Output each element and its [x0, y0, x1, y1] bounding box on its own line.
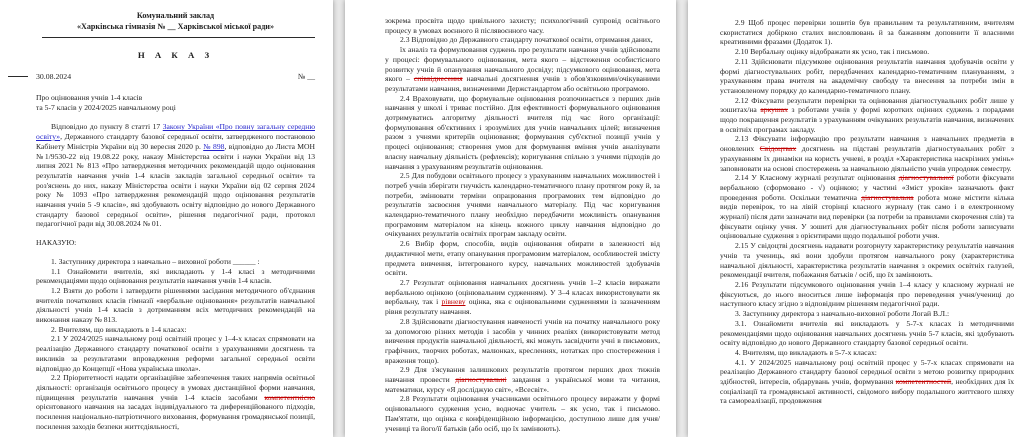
paragraph [36, 238, 315, 248]
text-run: зокрема просвіта щодо цивільного захисту; психологічний супровід освітнього процесу в умовах воєнного й післявоєнного часу. [385, 16, 660, 35]
document-page-3 [688, 0, 1024, 437]
revision-deleted-text: діагностувальні [455, 375, 507, 385]
paragraph [720, 18, 1014, 47]
letterhead-short-rule [8, 76, 28, 77]
document-page-2 [345, 0, 676, 437]
paragraph [385, 16, 660, 35]
page-1-body [36, 122, 315, 431]
text-run: 2.2 Пріоритетності надати організаційне забезпечення таких напрямів освітньої діяльності: організація освітнього процесу в умовах дистанційної форми навчання, підвищення результатів навчання учнів 1-4 класів засобами [36, 373, 315, 402]
text-run: 2.3 Відповідно до Державного стандарту початкової освіти, отримання даних, [400, 35, 653, 45]
text-run: 2.12 Фіксувати результати перевірки та оцінювання діагностувальних робіт лише у зошитах/на [720, 95, 1014, 115]
paragraph [36, 122, 315, 229]
order-subject-line1: Про оцінювання учнів 1-4 класів [36, 92, 143, 102]
paragraph [385, 278, 660, 317]
paragraph [385, 171, 660, 239]
text-run: 1.2 Взяти до роботи і затвердити рішеннями засідання методичного об'єднання вчителів початкових класів гімназії «вербальне оцінювання» результатів навчальної діяльності учнів 1-4 класів з дотриманням всіх методичних рекомендацій на виконання наказу № 813. [36, 285, 315, 325]
text-run: роботи фіксувати вербальною (сформовано - √) оцінкою; у частині «Зміст уроків» зазначають факт проведення роботи. Оскільки тематична [720, 173, 1014, 202]
revision-deleted-text: діагностувальної [898, 173, 954, 183]
paragraph [720, 319, 1014, 348]
paragraph [385, 394, 660, 433]
page-3-body [720, 18, 1014, 406]
paragraph [36, 373, 315, 431]
text-run: 3.1. Ознайомити вчителів які викладають у 5-7-х класах із методичними рекомендаціями щодо оцінювання навчальних досягнень учнів 5-7 класів, які здобувають освіту відповідно до нового Державного стандарту базової середньої освіти. [720, 318, 1014, 348]
text-run: НАКАЗУЮ: [36, 238, 77, 248]
paragraph [720, 47, 1014, 57]
text-run: навчальні досягнення учнів з обов'язковими/очікуваними результатами навчання, визначеними Держстандартом або освітньою програмою. [385, 74, 660, 93]
text-run: 2.11 Здійснювати підсумкове оцінювання результатів навчання здобувачів освіти у формі діагностувальних робіт, передбачених календарно-тематичним плануванням, з урахуванням права вчителя на академічну свободу та внесення за потреби змін в установленому порядку до календарно-тематичного плану. [720, 56, 1014, 95]
text-run: 2.9 Для з'ясування залишкових результатів протягом перших двох тижнів навчання провести [385, 365, 660, 385]
text-run: 2.8 Здійснювати діагностування навченості учнів на початку навчального року за допомогою різних методів і засобів у чинних реаліях (використовувати метод вивчення продуктів навчальної діяльності, які можуть засвідчити учні в письмових, графічних, творчих роботах, малюнках, кресленнях, нотатках про спостереження і враження тощо). [385, 316, 660, 365]
hyperlink[interactable]: Закону України «Про повну загальну середню освіту» [36, 122, 315, 142]
text-run: робота може містити кілька видів перевірок, то на лівій сторінці класного журналу (так само і в електронному журналі) після дати зазначати вид перевірки (за потреби за правилами скорочення слів) та фіксувати оцінку учня. У зошиті для діагностувальних робіт після роботи записувати оцінювальне судження з орієнтирами щодо подальшої роботи учня. [720, 192, 1014, 241]
order-number: № __ [297, 71, 315, 81]
paragraph [720, 358, 1014, 407]
text-run: 1. Заступнику директора з навчально – виховної роботи ______ : [51, 256, 260, 266]
text-run: 2.4 Враховувати, що формувальне оцінювання розпочинається з перших днів навчання у школі і триває постійно. Для ефективності формувального оцінювання дотримуватись алгоритму діяльності вчителя під час його організації: формулювання об'єктивних і зрозумілих для учнів навчальних цілей; визначення разом з учнями критеріїв оцінювання; формування суб'єктної позиції учнів у процесі оцінювання; створення умов для формування вміння учнів аналізувати власну навчальну діяльність (рефлексія); коригування спільно з учнями підходів до навчання з урахуванням результатів оцінювання. [385, 93, 660, 171]
text-run: 3. Заступнику директора з навчально-виховної роботи Логай В.Л.: [735, 309, 950, 319]
revision-deleted-text: Свідоцтвах [759, 144, 797, 154]
paragraph [385, 317, 660, 366]
text-run: 1.1 Ознайомити вчителів, які викладають у 1-4 класі з методичними рекомендаціями щодо оцінювання результатів навчання учнів 1-4 класів. [36, 266, 315, 286]
text-run: 4.1. У 2024/2025 навчальному році освітній процес у 5-7-х класах спрямовати на реалізацію Державного стандарту базової середньої освіти з метою розвитку природних здібностей, інтересів, обдарувань учнів, формування [720, 357, 1014, 387]
text-run: 2.8 Результати оцінювання учасниками освітнього процесу виражати у формі оцінювального судження усно, водночас учитель – як усно, так і письмово. Пам'ятати, що оцінка є конфіденційною інформацією, доступною лише для учня/учениці та його/її батьків (або осіб, що їх замінюють). [385, 394, 660, 433]
paragraph [36, 257, 315, 267]
paragraph [720, 241, 1014, 280]
text-run: 2.15 У свідоцтві досягнень надавати розгорнуту характеристику результатів навчання учнів та учениць, які вони здобули протягом навчального року (характеристика навчальної діяльності, характеристика результатів навчання з окремих освітніх галузей, рекомендації вчителя, побажання батьків / осіб, що їх замінюють. [720, 241, 1014, 280]
text-run: 2. Вчителям, що викладають в 1-4 класах: [51, 324, 187, 334]
text-run: Відповідно до пункту 8 статті 17 [51, 122, 163, 132]
text-run: з роботами учнів у формі коротких оцінних суджень з порадами щодо покращення результатів з урахуванням очікуваних результатів навчання, визначених в освітніх програмах закладу. [720, 105, 1014, 134]
text-run: , відповідно до Листа МОН №1/9530-22 від 19.08.22 року, наказу Міністерства освіти і науки України від 13 липня 2021 № 813 «Про затвердження методичних рекомендацій щодо оцінювання результатів навчання учнів 1-4 класів закладів загальної середньої освіти» та роз'яснень до них, наказу Міністерства освіти і науки України від 02 серпня 2024 року № 1093 «Про затвердження рекомендацій щодо оцінювання результатів навчання учнів 5 -9 класів», які здобувають освіту відповідно до нового Державного стандарту базової середньої освіти», рішення педагогічної ради, протокол педагогічної ради від 30.08.2024 № 01. [36, 141, 315, 229]
order-date: 30.08.2024 [36, 71, 72, 81]
text-run: завдання з української мови та читання, математики, курсу «Я досліджую світ», «Всесвіт». [385, 375, 660, 394]
paragraph [36, 334, 315, 373]
revision-deleted-text: компетентнісно [264, 392, 315, 402]
paragraph [385, 94, 660, 172]
paragraph [36, 267, 315, 286]
paragraph [385, 239, 660, 278]
revision-deleted-text: діагностувальна [861, 192, 914, 202]
text-run: 2.5 Для побудови освітнього процесу з урахуванням навчальних можливостей і потреб учнів зберігати гнучкість календарно-тематичного плану протягом року й, за потреби, змінювати терміни опрацювання програмових тем відповідно до результатів засвоєння учнями навчального матеріалу. Під час коригування календарно-тематичного плану необхідно передбачити можливість опанування програмовим матеріалом на кінець кожного циклу навчання відповідно до очікуваних результатів освітніх програм закладу освіти. [385, 171, 660, 239]
text-run: , необхідних для їх соціалізації та громадянської активності, свідомого вибору подальшого життєвого шляху та самореалізації, продовження [720, 377, 1015, 406]
text-run: , Державного стандарту базової середньої освіти, затвердженого постановою Кабінету Міністрів України від 30 вересня 2020 р. [36, 132, 315, 151]
document-page-1 [0, 0, 333, 437]
revision-deleted-text: компетентностей [895, 377, 952, 387]
order-subject [36, 93, 315, 114]
date-number-row [36, 72, 315, 82]
text-run: їх аналіз та формулювання суджень про результати навчання учнів здійснювати у процесі: формувального оцінювання, мета якого – відстеження особистісного розвитку учнів й опанування навчального досвіду; підсумкового оцінювання, мета якого – [385, 45, 660, 84]
order-heading: Н А К А З [137, 50, 214, 61]
text-run: 2.9 Щоб процес перевірки зошитів був правильним та результативним, вчителям скористатися добіркою сталих висловлювань й за бажанням доповнити її власними креативними фразами (Додаток 1). [720, 18, 1014, 47]
paragraph [720, 173, 1014, 241]
paragraph [720, 309, 1014, 319]
text-run: орієнтованого навчання на засадах індивідуального та диференційованого підходів, посилення національно-патріотичного виховання, формування громадянської позиції, посилення заходів безпеки життєдіяльності, [36, 402, 315, 431]
text-run: досягнень на підставі результатів діагностувальних робіт з урахуванням їх динаміки на користь учневі, в розділ «Характеристика наскрізних умінь» заповнювати на основі спостережень за навчальною діяльністю учнів упродовж семестру. [720, 144, 1014, 173]
order-subject-line2: та 5-7 класів у 2024/2025 навчальному році [36, 103, 176, 112]
paragraph [385, 365, 660, 394]
text-run: 2.10 Вербальну оцінку відображати як усно, так і письмово. [735, 47, 930, 57]
organization-name-line2: «Харківська гімназія № __ Харківської міської ради» [76, 21, 275, 31]
text-run: 2.1 У 2024/2025 навчальному році освітній процес у 1–4-х класах спрямовати на реалізацію Державного стандарту початкової освіти з урахуваннями досягнень та викликів за результатами впровадження реформи загальної середньої освіти відповідно до Концепції «Нова українська школа». [36, 334, 315, 373]
page-2-body [385, 16, 660, 433]
text-run: 2.13 Фіксувати інформацію про результати навчання з навчальних предметів в оновлених [720, 134, 1014, 154]
paragraph [720, 57, 1014, 96]
revision-deleted-text: аркушах [760, 105, 788, 115]
revision-marked-text: рівневу [441, 297, 466, 307]
text-run: 4. Вчителям, що викладають в 5-7-х класах: [735, 347, 877, 357]
hyperlink[interactable]: № 898 [203, 141, 225, 151]
paragraph [720, 348, 1014, 358]
text-run: 2.6 Вибір форм, способів, видів оцінювання обирати в залежності від дидактичної мети, етапу опанування програмовим матеріалом, особливостей змісту предмета вивчення, інтегрованого курсу, навчальних можливостей здобувачів освіти. [385, 239, 660, 278]
paragraph [36, 325, 315, 335]
letterhead-rule [42, 37, 315, 38]
text-run: оцінка, яка є оцінювальними судженнями із зазначенням рівня результату навчання. [385, 297, 660, 317]
text-run: 2.7 Результат оцінювання навчальних досягнень учнів 1–2 класів виражати вербальною оцінкою (оцінювальним судженням). У 3–4 класах використовувати як вербальну, так і [385, 277, 660, 307]
text-run: 2.16 Результати підсумкового оцінювання учнів 1–4 класу у класному журналі не фіксуються, до нього вноситься лише інформація про переведення учня/учениці до наступного класу згідно з відповідним рішенням педагогічної ради. [720, 279, 1014, 309]
paragraph [720, 280, 1014, 309]
text-run: 2.14 У Класному журналі результат оцінювання [735, 173, 899, 183]
revision-deleted-text: співвіднесення [413, 74, 463, 84]
organization-name-line1: Комунальний заклад [136, 11, 215, 20]
paragraph [385, 45, 660, 94]
paragraph [385, 35, 660, 45]
paragraph [720, 96, 1014, 135]
paragraph [36, 286, 315, 325]
paragraph [720, 134, 1014, 173]
